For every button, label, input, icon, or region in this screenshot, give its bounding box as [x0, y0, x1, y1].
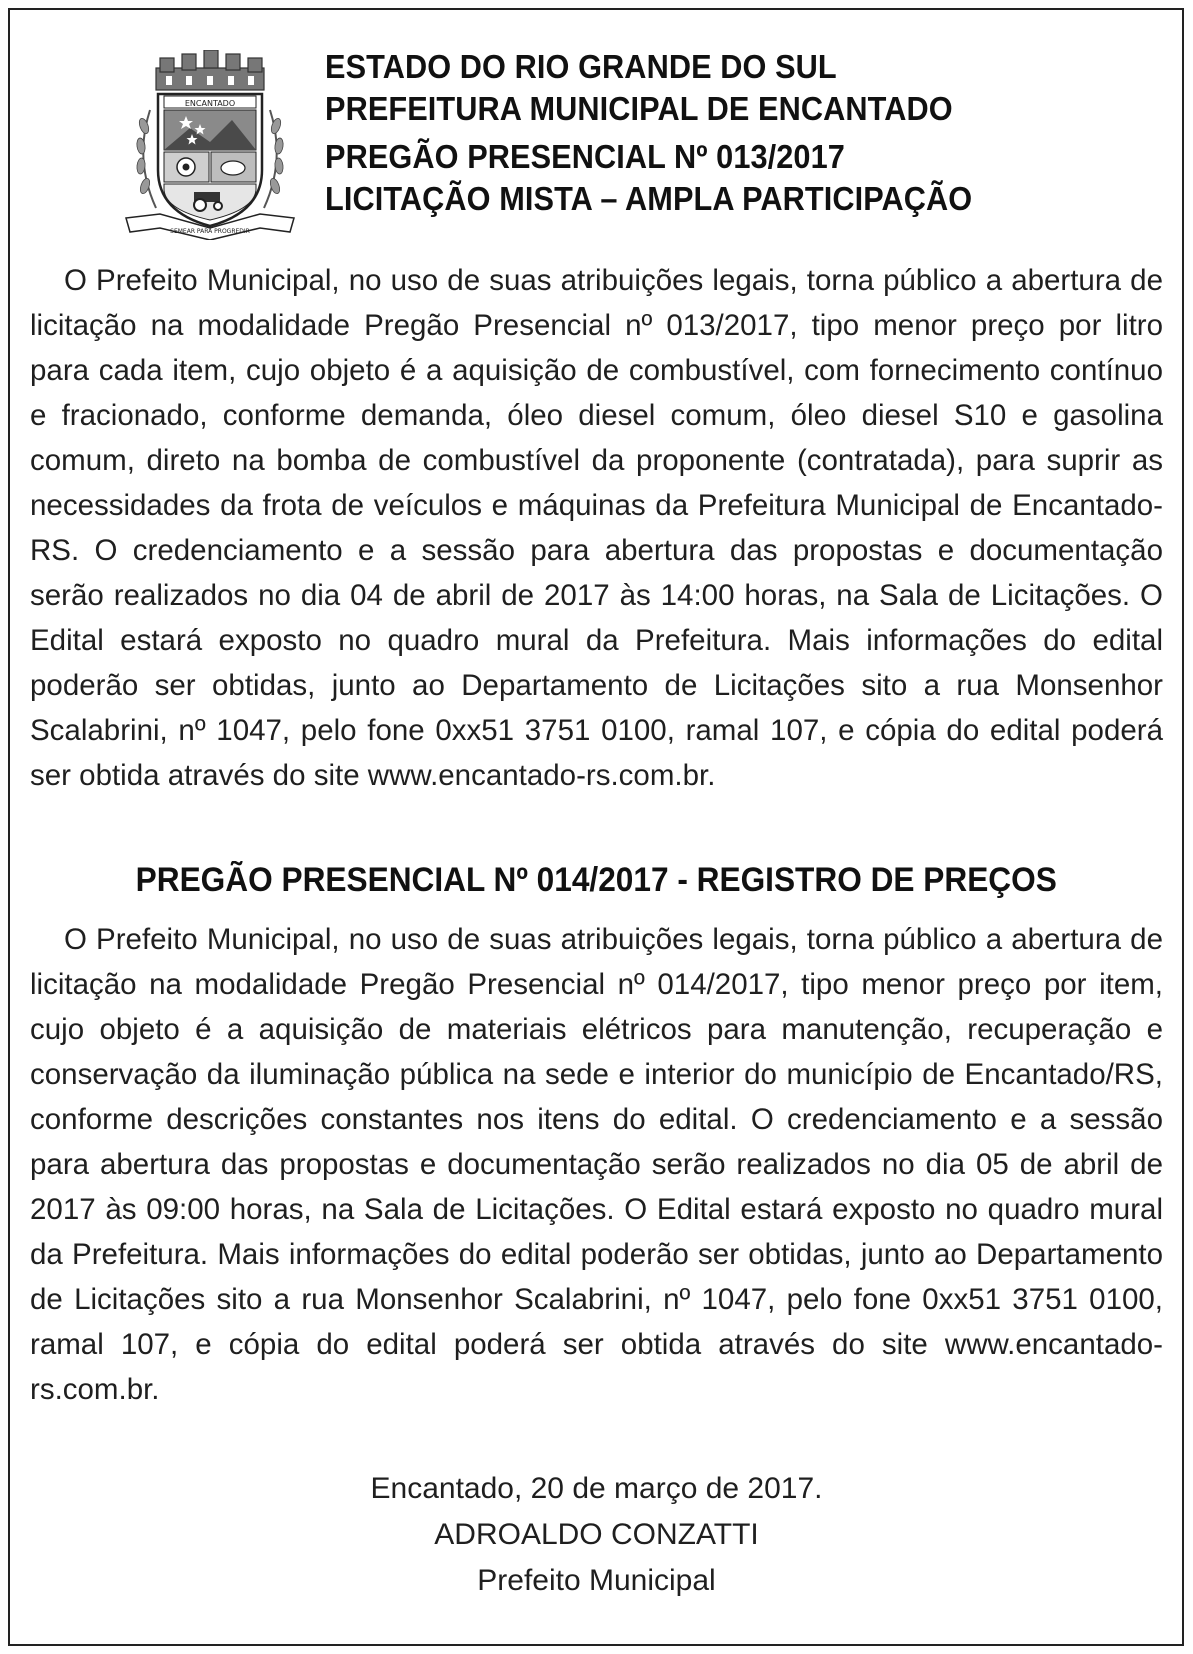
notice-1-subtitle: LICITAÇÃO MISTA – AMPLA PARTICIPAÇÃO: [325, 180, 973, 217]
state-heading: ESTADO DO RIO GRANDE DO SUL: [325, 48, 837, 85]
crest-label: ENCANTADO: [184, 99, 236, 108]
crest-ribbon-text: SEMEAR PARA PROGREDIR: [170, 228, 250, 235]
notice-1-body: O Prefeito Municipal, no uso de suas atribuições legais, torna público a abertura de licitação na modalidade Pregão Presencial nº 013/2017, tipo menor preço por litro para cada item, cujo objeto é a aquisição de combustível, com fornecimento contínuo e fracionado, conforme demanda, óleo diesel comum, óleo diesel S10 e gasolina comum, direto na bomba de combustível da proponente (contratada), para suprir as necessidades da frota de veículos e máquinas da Prefeitura Municipal de Encantado-RS. O credenciamento e a sessão para abertura das propostas e documentação serão realizados no dia 04 de abril de 2017 às 14:00 horas, na Sala de Licitações. O Edital estará exposto no quadro mural da Prefeitura. Mais informações do edital poderão ser obtidas, junto ao Departamento de Licitações sito a rua Monsenhor Scalabrini, nº 1047, pelo fone 0xx51 3751 0100, ramal 107, e cópia do edital poderá ser obtida através do site www.encantado-rs.com.br.: [30, 264, 1163, 792]
signatory-role: Prefeito Municipal: [477, 1564, 716, 1597]
signatory-name: ADROALDO CONZATTI: [434, 1518, 759, 1551]
notice-header: [325, 46, 1165, 220]
municipality-heading: PREFEITURA MUNICIPAL DE ENCANTADO: [325, 90, 953, 127]
notice-2-title-text: PREGÃO PRESENCIAL Nº 014/2017 - REGISTRO DE PREÇOS: [135, 861, 1058, 899]
notice-2-title: [0, 858, 1193, 902]
notice-1-title: PREGÃO PRESENCIAL Nº 013/2017: [325, 138, 845, 175]
signature-block: [0, 1466, 1193, 1604]
municipal-coat-of-arms-icon: [120, 50, 300, 240]
place-date: Encantado, 20 de março de 2017.: [370, 1472, 823, 1505]
notice-2-body: O Prefeito Municipal, no uso de suas atribuições legais, torna público a abertura de licitação na modalidade Pregão Presencial nº 014/2017, tipo menor preço por item, cujo objeto é a aquisição de materiais elétricos para manutenção, recuperação e conservação da iluminação pública na sede e interior do município de Encantado/RS, conforme descrições constantes nos itens do edital. O credenciamento e a sessão para abertura das propostas e documentação serão realizados no dia 05 de abril de 2017 às 09:00 horas, na Sala de Licitações. O Edital estará exposto no quadro mural da Prefeitura. Mais informações do edital poderão ser obtidas, junto ao Departamento de Licitações sito a rua Monsenhor Scalabrini, nº 1047, pelo fone 0xx51 3751 0100, ramal 107, e cópia do edital poderá ser obtida através do site www.encantado-rs.com.br.: [30, 923, 1163, 1406]
